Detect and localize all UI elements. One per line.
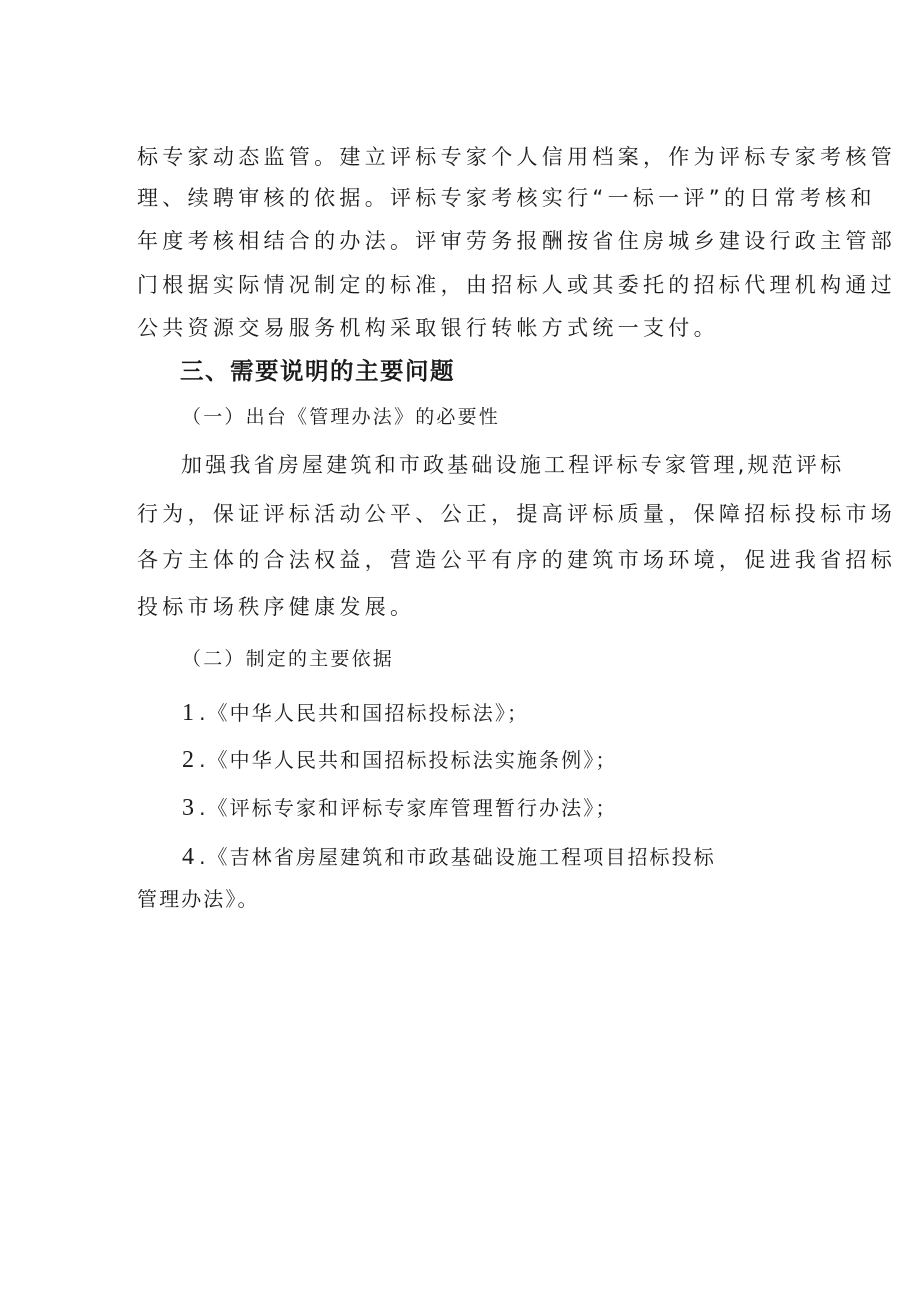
paragraph2-line-3: 各方主体的合法权益，营造公平有序的建筑市场环境，促进我省招标 [137, 548, 896, 572]
paragraph2-line-4: 投标市场秩序健康发展。 [137, 595, 416, 619]
paragraph1-line-2: 理、续聘审核的依据。评标专家考核实行“一标一评”的日常考核和 [137, 186, 876, 210]
paragraph2-line-1: 加强我省房屋建筑和市政基础设施工程评标专家管理,规范评标 [181, 453, 845, 477]
basis-item-number: 3 [182, 795, 194, 821]
basis-item-number: 1 [182, 700, 194, 726]
basis-item-text: .《中华人民共和国招标投标法》； [199, 701, 530, 725]
subsection-1-title: （一）出台《管理办法》的必要性 [182, 406, 501, 428]
paragraph1-line-5: 公共资源交易服务机构采取银行转帐方式统一支付。 [137, 316, 719, 340]
section-heading: 三、需要说明的主要问题 [180, 357, 455, 385]
basis-item-text: .《评标专家和评标专家库管理暂行办法》； [199, 796, 618, 820]
basis-item-text: .《中华人民共和国招标投标法实施条例》； [199, 748, 618, 772]
basis-item-4 [182, 842, 716, 874]
subsection-2-title: （二）制定的主要依据 [182, 648, 395, 670]
basis-item-number: 4 [182, 844, 194, 870]
paragraph1-line-3: 年度考核相结合的办法。评审劳务报酬按省住房城乡建设行政主管部 [137, 229, 896, 253]
paragraph2-line-2: 行为，保证评标活动公平、公正，提高评标质量，保障招标投标市场 [137, 502, 896, 526]
basis-item-2 [182, 745, 617, 777]
basis-item-text: .《吉林省房屋建筑和市政基础设施工程项目招标投标 [199, 845, 716, 869]
basis-item-3 [182, 793, 617, 825]
basis-item-1 [182, 698, 529, 730]
paragraph1-line-4: 门根据实际情况制定的标准，由招标人或其委托的招标代理机构通过 [137, 273, 896, 297]
basis-item-number: 2 [182, 747, 194, 773]
paragraph1-line-1: 标专家动态监管。建立评标专家个人信用档案，作为评标专家考核管 [137, 145, 896, 169]
basis-item-4-continuation: 管理办法》。 [137, 887, 260, 911]
